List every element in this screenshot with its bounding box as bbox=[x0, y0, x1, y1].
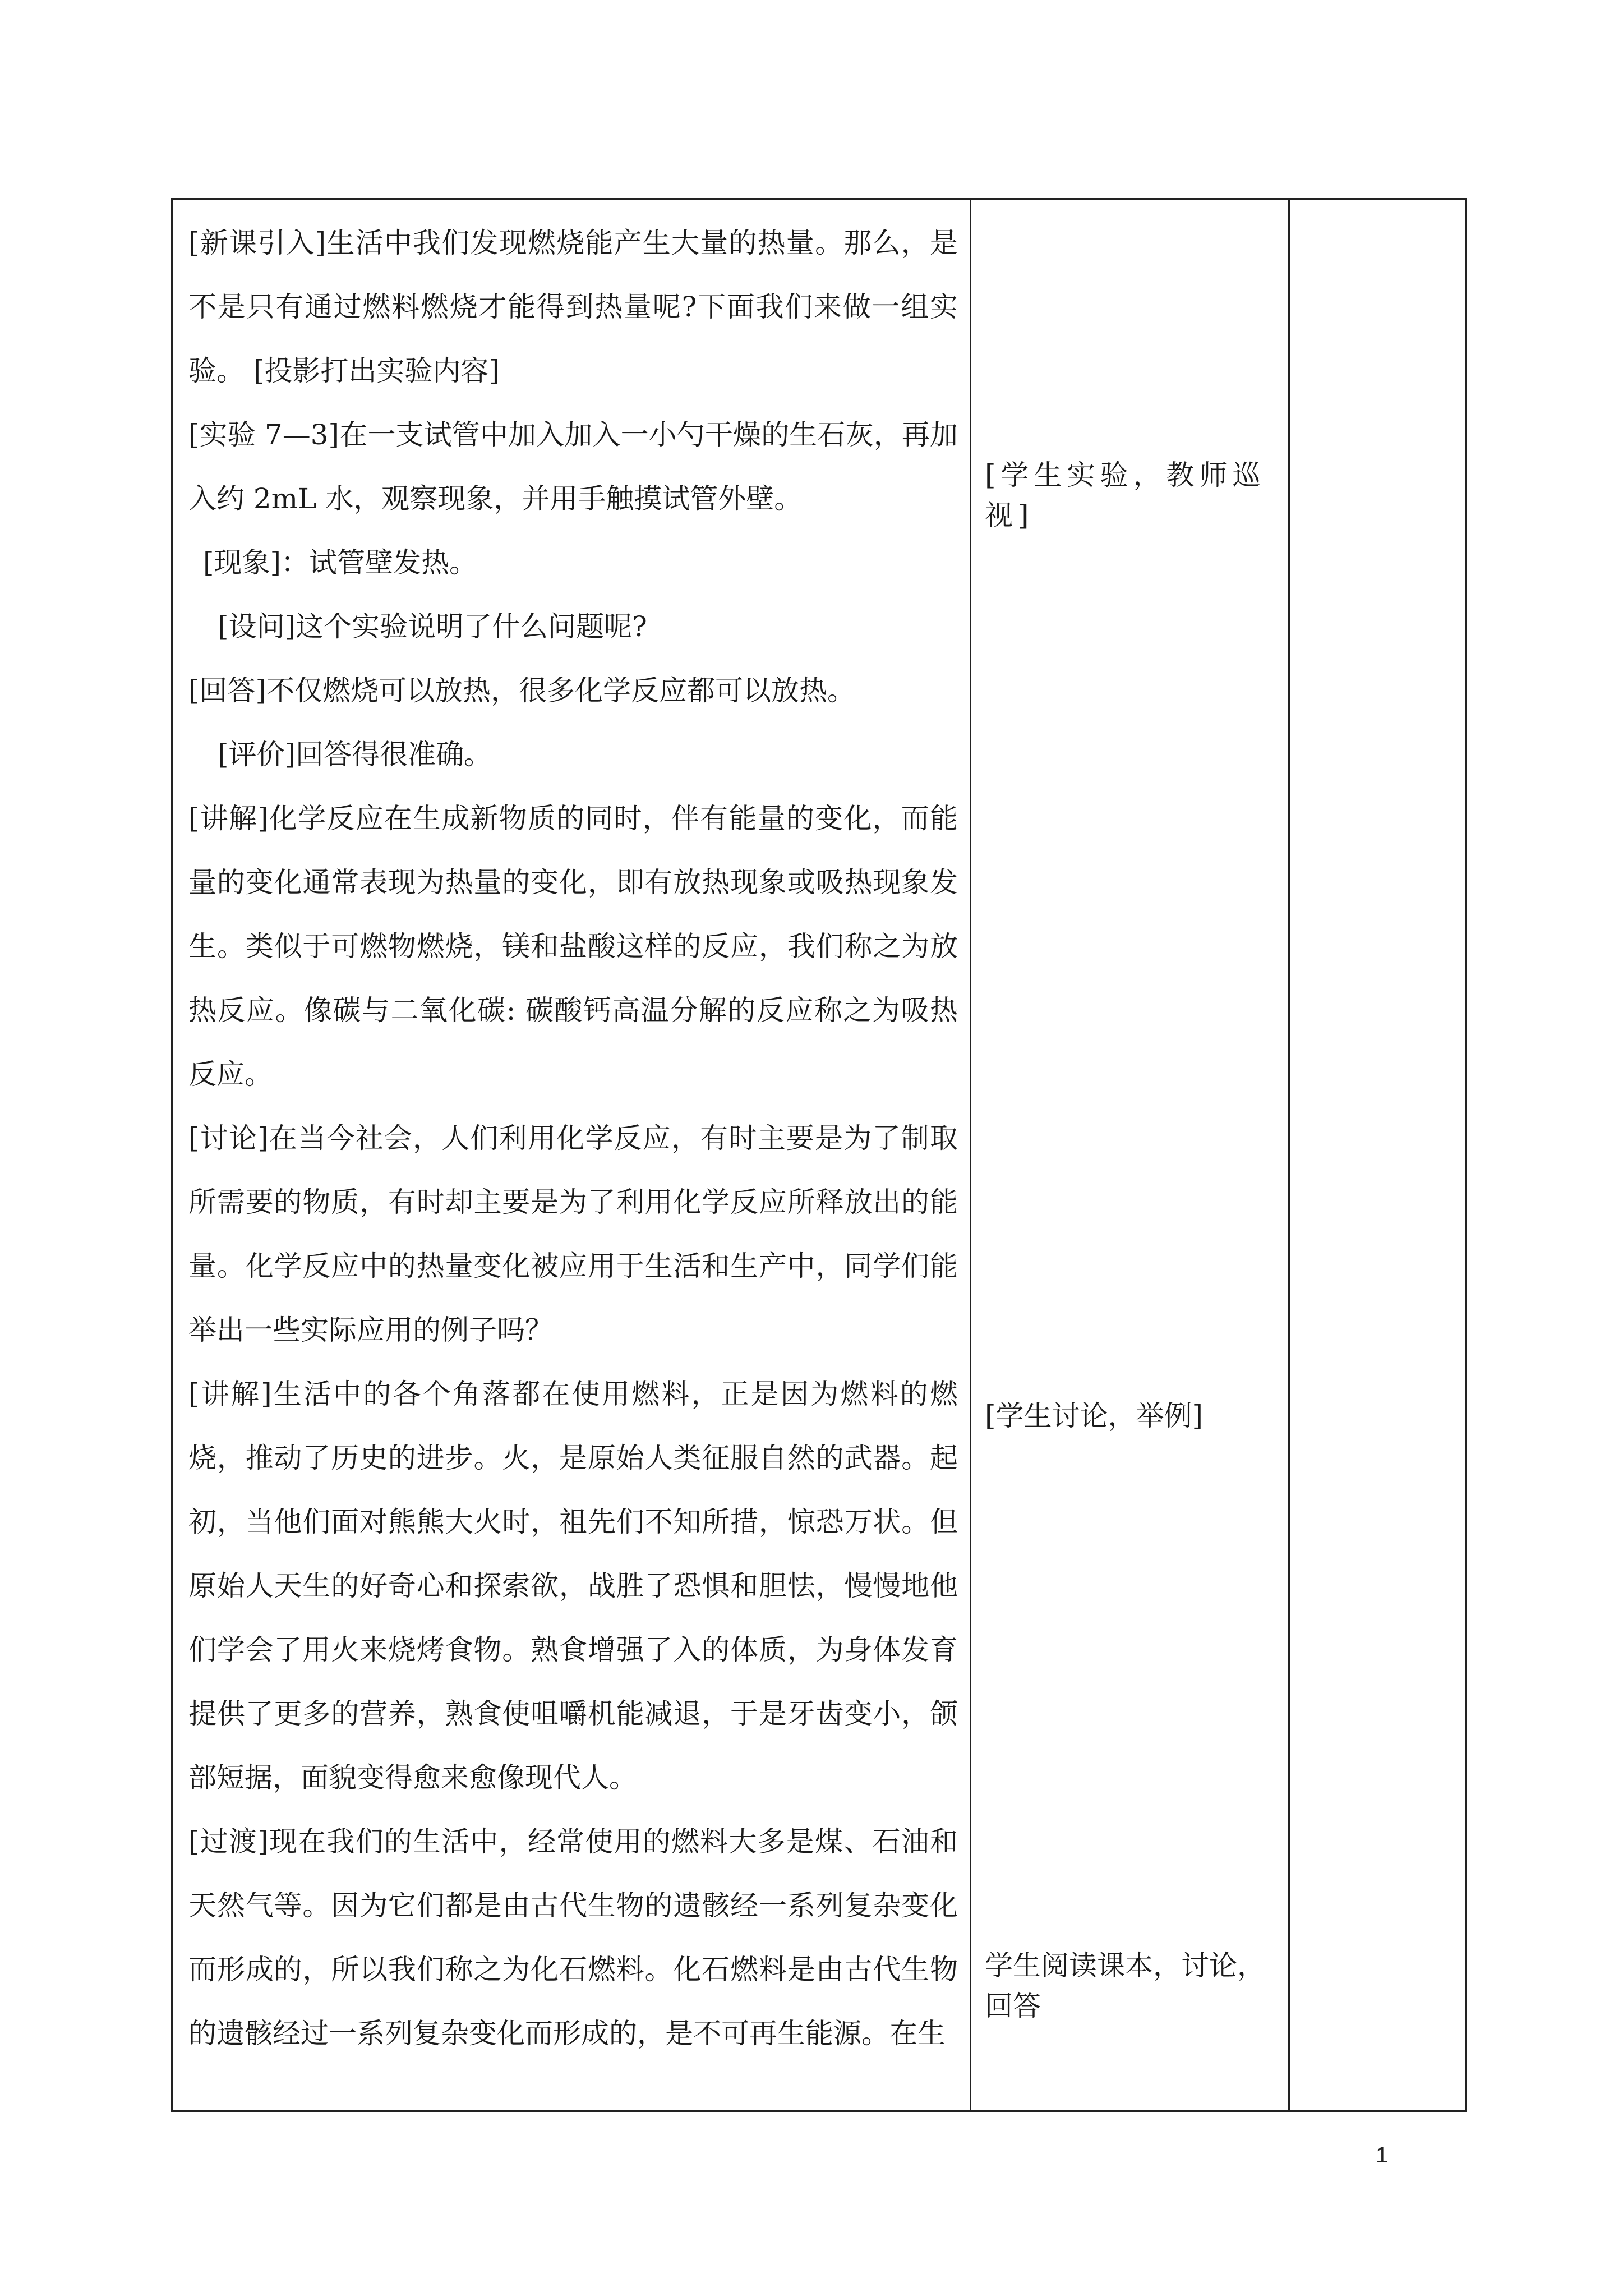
paragraph-explain-2: [讲解]生活中的各个角落都在使用燃料，正是因为燃料的燃烧，推动了历史的进步。火，是原始人类征服自然的武器。起初，当他们面对熊熊大火时，祖先们不知所措，惊恐万状。但原始人天生的好奇心和探索欲，战胜了恐惧和胆怯，慢慢地他们学会了用火来烧烤食物。熟食增强了入的体质，为身体发育提供了更多的营养，熟食使咀嚼机能减退，于是牙齿变小，颌部短据，面貌变得愈来愈像现代人。 bbox=[188, 1378, 958, 1794]
note-text: 学生阅读课本，讨论，回答 bbox=[985, 1949, 1265, 2022]
paragraph-transition: [过渡]现在我们的生活中，经常使用的燃料大多是煤、石油和天然气等。因为它们都是由古代生物的遗骸经一系列复杂变化而形成的，所以我们称之为化石燃料。化石燃料是由古代生物的遗骸经过一系列复杂变化而形成的，是不可再生能源。在生 bbox=[188, 1825, 958, 2050]
student-activity-note-1 bbox=[985, 455, 1276, 536]
column-divider-notes-extra bbox=[1288, 200, 1290, 2110]
paragraph-discussion: [讨论]在当今社会，人们利用化学反应，有时主要是为了制取所需要的物质，有时却主要是为了利用化学反应所释放出的能量。化学反应中的热量变化被应用于生活和生产中，同学们能举出一些实际应用的例子吗？ bbox=[188, 1122, 958, 1346]
note-text: [学生实验，教师巡视] bbox=[985, 459, 1266, 532]
teaching-process-column bbox=[188, 211, 958, 2065]
column-divider-main-notes bbox=[970, 200, 971, 2110]
lesson-plan-table bbox=[171, 198, 1467, 2112]
paragraph-answer: [回答]不仅燃烧可以放热，很多化学反应都可以放热。 bbox=[188, 674, 856, 707]
paragraph-phenomenon: [现象]：试管壁发热。 bbox=[203, 546, 478, 579]
paragraph-experiment: [实验 7—3]在一支试管中加入加入一小勺干燥的生石灰，再加入约 2mL 水，观察现象，并用手触摸试管外壁。 bbox=[188, 418, 958, 515]
page-number: 1 bbox=[1376, 2143, 1389, 2168]
paragraph-explain-1: [讲解]化学反应在生成新物质的同时，伴有能量的变化，而能量的变化通常表现为热量的变化，即有放热现象或吸热现象发生。类似于可燃物燃烧，镁和盐酸这样的反应，我们称之为放热反应。像碳与二氧化碳: 碳酸钙高温分解的反应称之为吸热反应。 bbox=[188, 802, 958, 1091]
paragraph-question: [设问]这个实验说明了什么问题呢? bbox=[218, 610, 647, 643]
paragraph-intro: [新课引入]生活中我们发现燃烧能产生大量的热量。那么，是不是只有通过燃料燃烧才能得到热量呢?下面我们来做一组实验。 [投影打出实验内容] bbox=[188, 227, 958, 387]
note-text: [学生讨论，举例] bbox=[985, 1400, 1204, 1432]
student-activity-note-3 bbox=[985, 1945, 1276, 2026]
student-activity-note-2 bbox=[985, 1396, 1276, 1436]
paragraph-evaluation: [评价]回答得很准确。 bbox=[218, 738, 492, 771]
